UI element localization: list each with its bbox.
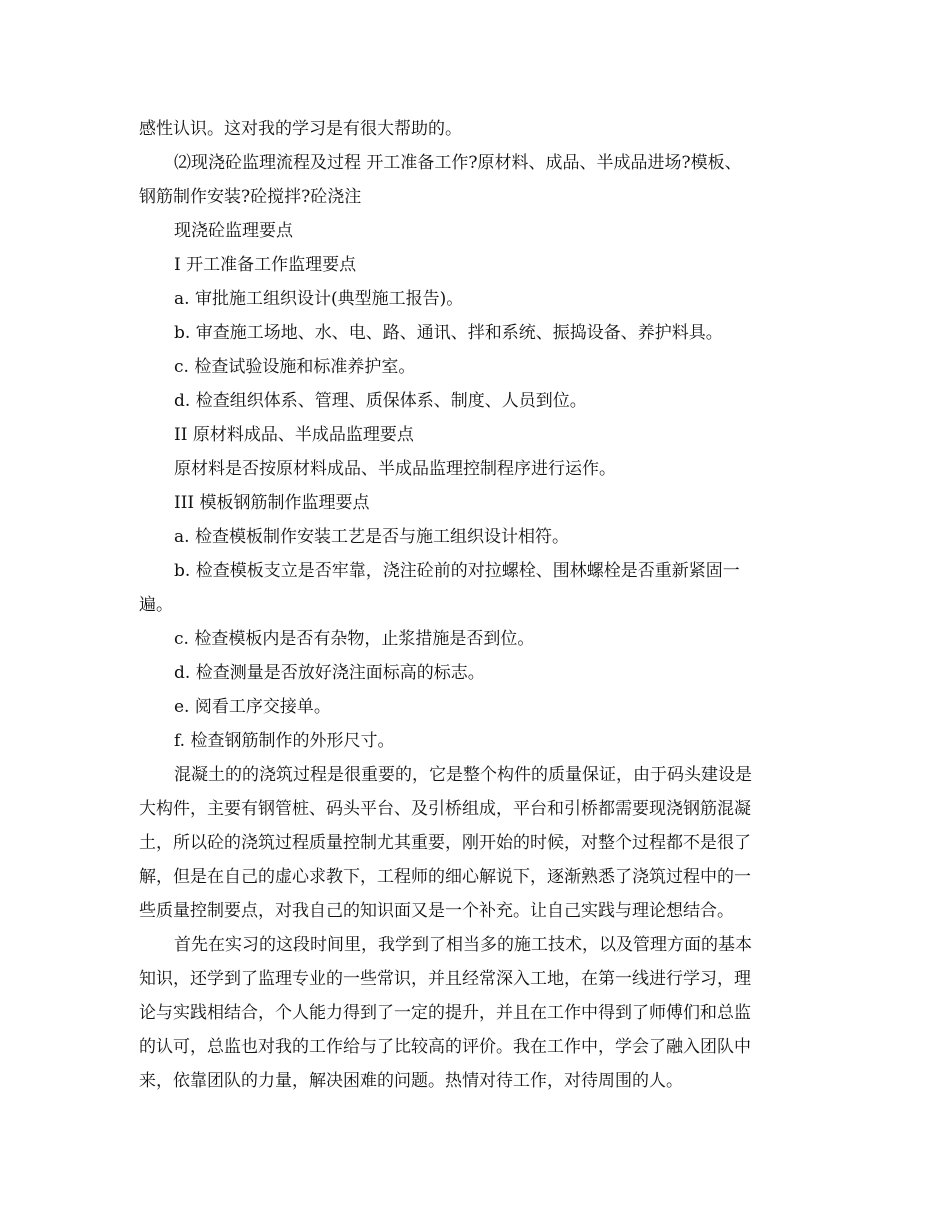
text-line: ⑵现浇砼监理流程及过程 开工准备工作?原材料、成品、半成品进场?模板、 (174, 153, 742, 173)
list-item: d. 检查组织体系、管理、质保体系、制度、人员到位。 (174, 391, 587, 411)
list-item: e. 阅看工序交接单。 (174, 697, 331, 717)
list-item: a. 审批施工组织设计(典型施工报告)。 (174, 289, 464, 309)
list-item: b. 检查模板支立是否牢靠，浇注砼前的对拉螺栓、围林螺栓是否重新紧固一 (174, 561, 740, 581)
list-item: c. 检查试验设施和标准养护室。 (174, 357, 416, 377)
list-item: c. 检查模板内是否有杂物，止浆措施是否到位。 (174, 629, 535, 649)
list-item-continuation: 遍。 (139, 595, 173, 615)
paragraph-line: 些质量控制要点，对我自己的知识面又是一个补充。让自己实践与理论想结合。 (139, 901, 734, 921)
section-heading: 现浇砼监理要点 (174, 221, 293, 241)
subsection-heading: II 原材料成品、半成品监理要点 (174, 425, 414, 445)
list-item: b. 审查施工场地、水、电、路、通讯、拌和系统、振捣设备、养护料具。 (174, 323, 723, 343)
text-line: 钢筋制作安装?砼搅拌?砼浇注 (139, 187, 362, 207)
text-line: 感性认识。这对我的学习是有很大帮助的。 (139, 119, 462, 139)
list-item: d. 检查测量是否放好浇注面标高的标志。 (174, 663, 485, 683)
subsection-heading: III 模板钢筋制作监理要点 (174, 493, 370, 513)
paragraph-line: 知识，还学到了监理专业的一些常识，并且经常深入工地，在第一线进行学习，理 (139, 969, 751, 989)
text-line: 原材料是否按原材料成品、半成品监理控制程序进行运作。 (174, 459, 616, 479)
paragraph-line: 来，依靠团队的力量，解决困难的问题。热情对待工作，对待周围的人。 (139, 1071, 683, 1091)
subsection-heading: I 开工准备工作监理要点 (174, 255, 357, 275)
paragraph-line: 的认可，总监也对我的工作给与了比较高的评价。我在工作中，学会了融入团队中 (139, 1037, 751, 1057)
list-item: a. 检查模板制作安装工艺是否与施工组织设计相符。 (174, 527, 569, 547)
paragraph-line: 首先在实习的这段时间里，我学到了相当多的施工技术，以及管理方面的基本 (174, 935, 752, 955)
paragraph-line: 混凝土的的浇筑过程是很重要的，它是整个构件的质量保证，由于码头建设是 (174, 765, 752, 785)
paragraph-line: 论与实践相结合，个人能力得到了一定的提升，并且在工作中得到了师傅们和总监 (139, 1003, 751, 1023)
list-item: f. 检查钢筋制作的外形尺寸。 (174, 731, 395, 751)
paragraph-line: 土，所以砼的浇筑过程质量控制尤其重要，刚开始的时候，对整个过程都不是很了 (139, 833, 751, 853)
paragraph-line: 解，但是在自己的虚心求教下，工程师的细心解说下，逐渐熟悉了浇筑过程中的一 (139, 867, 751, 887)
paragraph-line: 大构件，主要有钢管桩、码头平台、及引桥组成，平台和引桥都需要现浇钢筋混凝 (139, 799, 751, 819)
